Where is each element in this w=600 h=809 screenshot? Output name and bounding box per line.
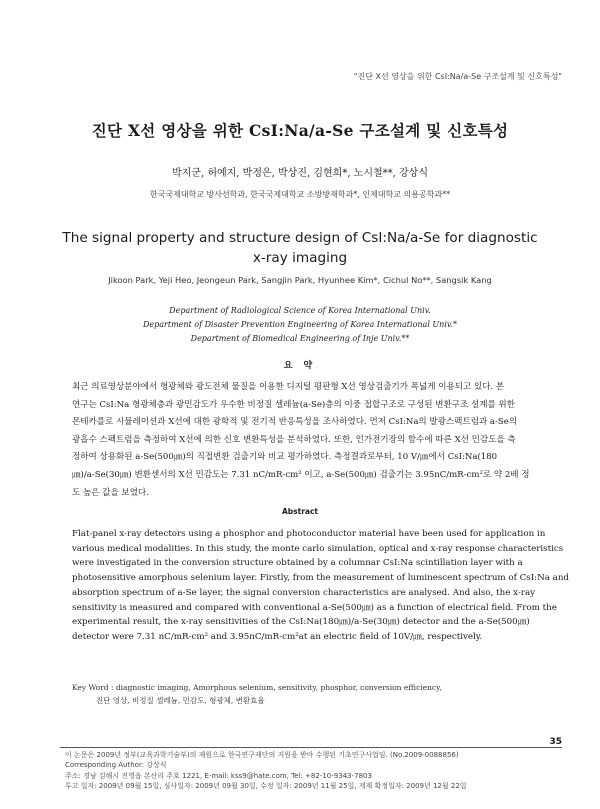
abstract-line: Flat-panel x-ray detectors using a phosphor and photoconductor material have been used for application in <box>72 529 546 539</box>
footnote <box>65 750 467 791</box>
keywords-line: Key Word : diagnostic imaging, Amorphous selenium, sensitivity, phosphor, conversion efficiency, <box>72 683 442 692</box>
abstract-line: various medical modalities. In this study, the monte carlo simulation, optical and x-ray response characteristics <box>72 543 564 554</box>
korean-abstract <box>72 379 538 502</box>
footnote-line: 이 논문은 2009년 정부(교육과학기술부)의 재원으로 한국연구재단의 지원을 받아 수행된 기초연구사업임. (No.2009-0088856) <box>65 751 459 759</box>
abstract-line: 광흡수 스펙트럼을 측정하여 X선에 의한 신호 변환특성을 분석하였다. 또한, 인가전기장의 함수에 따른 X선 민감도을 측 <box>72 434 516 445</box>
abstract-line: photosensitive amorphous selenium layer. Firstly, from the measurement of luminescent spectrum of CsI:Na and <box>72 573 569 584</box>
abstract-line: 몬테카를로 시뮬레이션과 X선에 대한 광학적 및 전기적 반응특성을 조사하였다. 먼저 CsI:Na의 발광스펙트럼과 a-Se의 <box>72 417 518 428</box>
korean-abstract-heading: 요 약 <box>283 361 317 371</box>
running-header: "진단 X선 영상을 위한 CsI:Na/a-Se 구조설계 및 신호특성" <box>353 72 562 81</box>
abstract-line: absorption spectrum of a-Se layer, the signal conversion characteristics are analysed. And also, the x-ray <box>72 587 536 598</box>
english-abstract <box>72 527 569 645</box>
korean-title: 진단 X선 영상을 위한 CsI:Na/a-Se 구조설계 및 신호특성 <box>91 121 509 140</box>
abstract-line: were investigated in the conversion structure obtained by a columnar CsI:Na scintillation layer with a <box>72 558 523 569</box>
keywords <box>72 681 442 707</box>
english-abstract-heading: Abstract <box>281 507 318 516</box>
english-authors: Jikoon Park, Yeji Heo, Jeongeun Park, Sangjin Park, Hyunhee Kim*, Cichul No**, Sangsik Kang <box>108 275 492 285</box>
abstract-line: ㎛)/a-Se(30㎛) 변환센서의 X선 민감도는 7.31 nC/mR-cm² 이고, a-Se(500㎛) 검출기는 3.95nC/mR-cm²로 약 2배 정 <box>72 469 530 480</box>
abstract-line: 최근 의료영상분야에서 형광체와 광도전체 물질을 이용한 디지털 평판형 X선 영상검출기가 폭넓게 이용되고 있다. 본 <box>72 382 505 392</box>
abstract-line: 정하여 상용화된 a-Se(500㎛)의 직접변환 검출기와 비교 평가하였다. 측정결과로부터, 10 V/㎛에서 CsI:Na(180 <box>72 452 498 463</box>
abstract-line: detector were 7.31 nC/mR-cm² and 3.95nC/mR-cm²at an electric field of 10V/㎛, respectively. <box>72 631 483 642</box>
english-title-line: The signal property and structure design of CsI:Na/a-Se for diagnostic <box>62 230 538 246</box>
department-line: Department of Radiological Science of Korea International Univ. <box>169 306 431 315</box>
abstract-line: 연구는 CsI:Na 형광체층과 광민감도가 우수한 비정질 셀레늄(a-Se)층의 이중 접합구조로 구성된 변환구조 설계를 위한 <box>72 399 515 410</box>
english-title <box>0 228 600 268</box>
abstract-line: 도 높은 값을 보였다. <box>72 487 149 498</box>
department-line: Department of Biomedical Engineering of Inje Univ.** <box>190 334 410 343</box>
abstract-line: sensitivity is measured and compared with conventional a-Se(500㎛) as a function of electrical field. From the <box>72 602 557 613</box>
korean-affiliations: 한국국제대학교 방사선학과, 한국국제대학교 소방방재학과*, 인제대학교 의용공학과** <box>149 190 451 199</box>
page-number: 35 <box>549 737 562 747</box>
footnote-divider <box>60 747 562 748</box>
footnote-line: 투고 일자: 2009년 09월 15일, 심사일자: 2009년 09월 30일, 수정 일자: 2009년 11월 25일, 게재 확정일자: 2009년 12월 22일 <box>65 781 467 790</box>
footnote-line: Corresponding Author: 강상식 <box>65 761 167 770</box>
abstract-line: experimental result, the x-ray sensitivities of the CsI:Na(180㎛)/a-Se(30㎛) detector and the a-Se(500㎛) <box>72 617 530 628</box>
footnote-line: 주소: 경남 김해시 진영읍 본산리 주호 1221, E-mail: kss9@hate.com, Tel: +82-10-9343-7803 <box>65 771 372 780</box>
keywords-line: 진단 영상, 비정질 셀레늄, 민감도, 형광체, 변환효율 <box>72 696 265 705</box>
department-line: Department of Disaster Prevention Engineering of Korea International Univ.* <box>143 320 457 329</box>
english-title-line: x-ray imaging <box>252 250 348 266</box>
korean-authors: 박지군, 허예지, 박정은, 박상진, 김현희*, 노시철**, 강상식 <box>171 168 428 179</box>
